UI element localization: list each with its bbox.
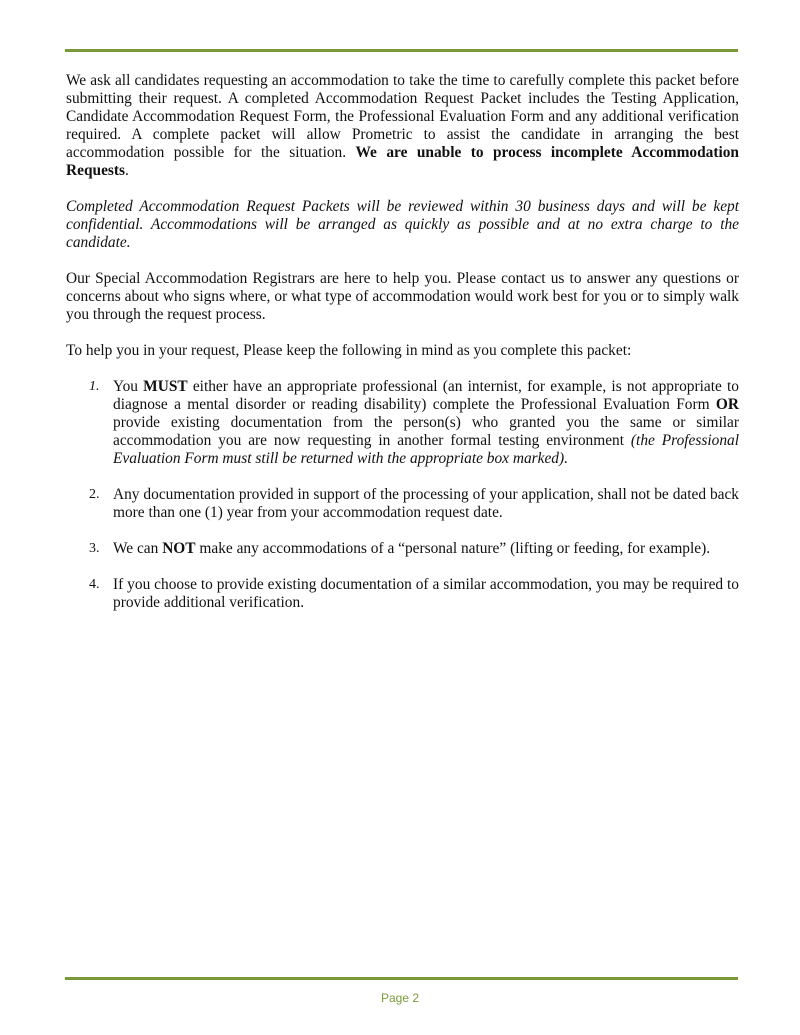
footer-rule <box>65 977 738 980</box>
item-text: We can <box>113 540 163 557</box>
list-item <box>66 486 739 522</box>
item-text: make any accommodations of a “personal nature” (lifting or feeding, for example). <box>195 540 711 557</box>
item-emphasis: MUST <box>143 378 188 395</box>
list-number: 3. <box>89 541 100 556</box>
header-rule <box>65 49 738 52</box>
intro-bold-warning: We are unable to process incomplete Accommodation Requests <box>66 144 739 179</box>
intro-paragraph <box>66 72 739 180</box>
review-notice: Completed Accommodation Request Packets will be reviewed within 30 business days and will be kept confidential. Accommodations will be arranged as quickly as possible and at no extra charge to the candidate. <box>66 198 739 251</box>
item-text: either have an appropriate professional (an internist, for example, is not appropriate to diagnose a mental disorder or reading disability) complete the Professional Evaluation Form <box>113 378 740 413</box>
intro-tail: . <box>125 162 129 179</box>
page-body <box>66 72 739 630</box>
guidelines-list <box>66 378 739 612</box>
item-text: If you choose to provide existing documentation of a similar accommodation, you may be required to provide additional verification. <box>113 576 739 611</box>
intro-text: We ask all candidates requesting an accommodation to take the time to carefully complete this packet before submitting their request. A completed Accommodation Request Packet includes the Testing Application, Candidate Accommodation Request Form, the Professional Evaluation Form and any additional verification required. A complete packet will allow Prometric to assist the candidate in arranging the best accommodation possible for the situation. <box>66 72 739 161</box>
item-text: provide existing documentation from the person(s) who granted you the same or similar accommodation you are now requesting in another formal testing environment <box>113 414 739 449</box>
registrars-paragraph: Our Special Accommodation Registrars are here to help you. Please contact us to answer any questions or concerns about who signs where, or what type of accommodation would work best for you or to simply walk you through the request process. <box>66 270 739 323</box>
item-italic-note: (the Professional Evaluation Form must still be returned with the appropriate box marked). <box>113 432 740 467</box>
list-item <box>66 576 739 612</box>
item-text: You <box>113 378 144 395</box>
page-number: Page 2 <box>380 991 420 1005</box>
item-emphasis: OR <box>715 396 739 413</box>
list-item <box>66 378 739 468</box>
item-text: Any documentation provided in support of the processing of your application, shall not be dated back more than one (1) year from your accommodation request date. <box>113 486 739 521</box>
list-number: 1. <box>89 379 100 394</box>
list-number: 2. <box>89 487 100 502</box>
lead-in-paragraph: To help you in your request, Please keep the following in mind as you complete this packet: <box>66 342 632 359</box>
list-number: 4. <box>89 577 100 592</box>
list-item <box>66 540 739 558</box>
item-emphasis: NOT <box>162 540 196 557</box>
